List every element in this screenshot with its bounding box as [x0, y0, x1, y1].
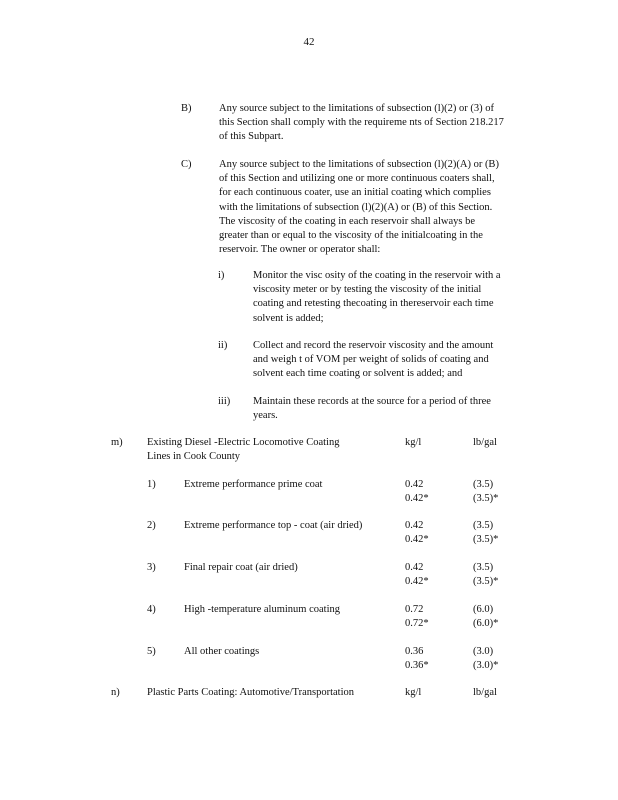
text-line: this Section shall comply with the requireme nts of Section 218.217	[219, 117, 504, 129]
row-name: Extreme performance top - coat (air dried)	[184, 520, 363, 531]
text-line: viscosity meter or by testing the viscosity of the initial	[253, 284, 482, 296]
lb-value: (3.5)*	[473, 493, 499, 505]
unit-kg-header: kg/l	[405, 437, 422, 448]
kg-value: 0.42*	[405, 534, 429, 546]
kg-value: 0.36*	[405, 660, 429, 672]
subitem-i-text	[253, 269, 501, 326]
row-number: 5)	[147, 646, 156, 657]
lb-value: (3.5)	[473, 562, 494, 573]
row-number: 1)	[147, 479, 156, 490]
row-number: 4)	[147, 604, 156, 615]
text-line: for each continuous coater, use an initial coating which complies	[219, 187, 491, 199]
text-line: Any source subject to the limitations of subsection (l)(2)(A) or (B)	[219, 159, 499, 170]
item-c-label: C)	[181, 159, 192, 170]
lb-value: (6.0)*	[473, 618, 499, 630]
lb-value: (3.5)*	[473, 576, 499, 588]
kg-value: 0.36	[405, 646, 424, 657]
text-line: of this Section and utilizing one or more continuous coaters shall,	[219, 173, 495, 185]
text-line: coating and retesting thecoating in thereservoir each time	[253, 298, 494, 310]
row-name: Extreme performance prime coat	[184, 479, 323, 490]
item-b-text	[219, 102, 504, 145]
lb-value: (3.5)*	[473, 534, 499, 546]
row-lb-values	[473, 603, 498, 631]
row-lb-values	[473, 645, 498, 673]
row-kg-values	[405, 519, 429, 547]
section-m-title	[147, 436, 339, 464]
row-kg-values	[405, 561, 429, 589]
unit-lb-header: lb/gal	[473, 687, 497, 698]
text-line: greater than or equal to the viscosity of the initialcoating in the	[219, 230, 483, 242]
row-name: Final repair coat (air dried)	[184, 562, 298, 573]
kg-value: 0.42	[405, 520, 424, 531]
row-name: High -temperature aluminum coating	[184, 604, 340, 615]
section-n-title: Plastic Parts Coating: Automotive/Transportation	[147, 687, 354, 698]
text-line: Any source subject to the limitations of subsection (l)(2) or (3) of	[219, 103, 494, 114]
text-line: Monitor the visc osity of the coating in the reservoir with a	[253, 270, 501, 281]
unit-kg-header: kg/l	[405, 687, 422, 698]
section-m-label: m)	[111, 437, 123, 448]
lb-value: (3.5)	[473, 479, 494, 490]
row-lb-values	[473, 519, 498, 547]
title-line: Lines in Cook County	[147, 451, 241, 463]
text-line: reservoir. The owner or operator shall:	[219, 244, 381, 256]
kg-value: 0.42*	[405, 493, 429, 505]
lb-value: (6.0)	[473, 604, 494, 615]
lb-value: (3.0)*	[473, 660, 499, 672]
row-kg-values	[405, 603, 429, 631]
row-lb-values	[473, 561, 498, 589]
lb-value: (3.5)	[473, 520, 494, 531]
text-line: Collect and record the reservoir viscosity and the amount	[253, 340, 494, 351]
row-number: 2)	[147, 520, 156, 531]
subitem-ii-text	[253, 339, 493, 382]
row-number: 3)	[147, 562, 156, 573]
section-n-label: n)	[111, 687, 120, 698]
text-line: years.	[253, 410, 278, 422]
text-line: solvent is added;	[253, 312, 324, 324]
text-line: solvent each time coating or solvent is added; and	[253, 368, 463, 380]
subitem-i-label: i)	[218, 270, 225, 281]
text-line: with the limitations of subsection (l)(2)(A) or (B) of this Section.	[219, 201, 493, 213]
row-name: All other coatings	[184, 646, 260, 657]
subitem-iii-label: iii)	[218, 396, 231, 407]
kg-value: 0.42	[405, 562, 424, 573]
row-kg-values	[405, 645, 429, 673]
text-line: of this Subpart.	[219, 131, 284, 143]
subitem-iii-text	[253, 395, 491, 423]
row-kg-values	[405, 478, 429, 506]
text-line: The viscosity of the coating in each reservoir shall always be	[219, 215, 475, 227]
unit-lb-header: lb/gal	[473, 437, 497, 448]
text-line: Maintain these records at the source for a period of three	[253, 396, 491, 407]
item-c-text	[219, 158, 499, 257]
kg-value: 0.42	[405, 479, 424, 490]
row-lb-values	[473, 478, 498, 506]
lb-value: (3.0)	[473, 646, 494, 657]
item-b-label: B)	[181, 103, 192, 114]
kg-value: 0.72	[405, 604, 424, 615]
page-number: 42	[303, 36, 315, 48]
kg-value: 0.72*	[405, 618, 429, 630]
title-line: Existing Diesel -Electric Locomotive Coating	[147, 437, 340, 448]
text-line: and weigh t of VOM per weight of solids of coating and	[253, 354, 489, 366]
subitem-ii-label: ii)	[218, 340, 228, 351]
kg-value: 0.42*	[405, 576, 429, 588]
